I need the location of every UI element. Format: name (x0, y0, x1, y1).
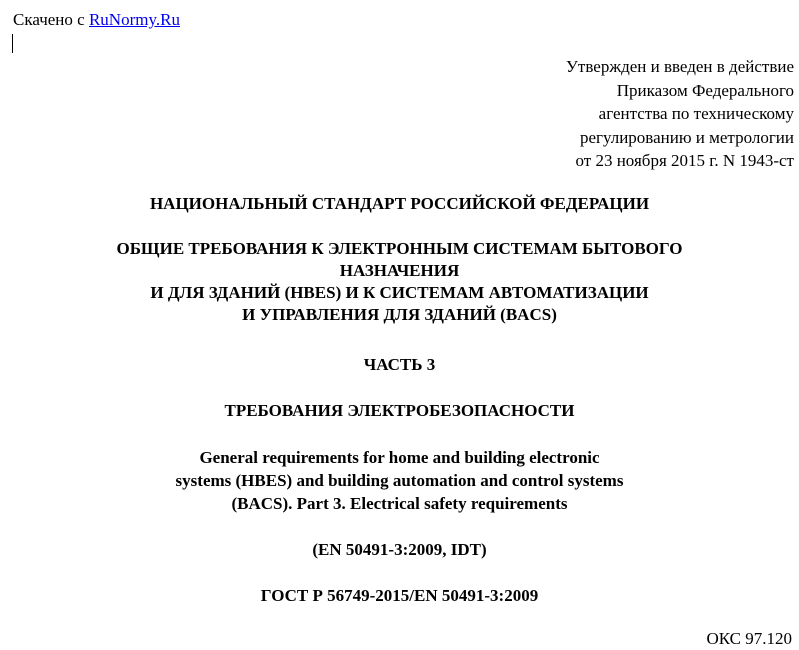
english-title-line: (BACS). Part 3. Electrical safety requirements (231, 494, 568, 513)
approval-line: агентства по техническому (598, 104, 794, 123)
oks-code: ОКС 97.120 (706, 629, 792, 648)
document-title (0, 238, 799, 326)
source-prefix: Скачено с (13, 10, 89, 29)
title-line: И УПРАВЛЕНИЯ ДЛЯ ЗДАНИЙ (BACS) (242, 305, 557, 324)
source-link[interactable]: RuNormy.Ru (88, 10, 180, 29)
approval-block (566, 55, 794, 173)
text-cursor (12, 34, 13, 53)
national-standard-heading (0, 193, 799, 215)
subtitle-heading (0, 400, 799, 422)
title-line: НАЗНАЧЕНИЯ (339, 261, 460, 280)
title-line: И ДЛЯ ЗДАНИЙ (HBES) И К СИСТЕМАМ АВТОМАТИЗАЦИИ (150, 283, 649, 302)
gost-text: ГОСТ Р 56749-2015/EN 50491-3:2009 (260, 586, 539, 605)
english-title-line: systems (HBES) and building automation and control systems (175, 471, 624, 490)
approval-line: Приказом Федерального (616, 80, 794, 100)
identical-text: (EN 50491-3:2009, IDT) (312, 540, 487, 559)
identical-standard (0, 539, 799, 561)
source-line (13, 9, 180, 31)
gost-designation (0, 585, 799, 607)
approval-line: от 23 ноября 2015 г. N 1943-ст (575, 151, 794, 170)
part-heading (0, 354, 799, 376)
subtitle-text: ТРЕБОВАНИЯ ЭЛЕКТРОБЕЗОПАСНОСТИ (224, 401, 575, 420)
approval-line: Утвержден и введен в действие (565, 57, 794, 76)
part-text: ЧАСТЬ 3 (363, 355, 436, 374)
english-title-line: General requirements for home and building electronic (199, 448, 600, 467)
title-line: ОБЩИЕ ТРЕБОВАНИЯ К ЭЛЕКТРОННЫМ СИСТЕМАМ БЫТОВОГО (116, 239, 683, 258)
english-title (0, 446, 799, 515)
approval-line: регулированию и метрологии (579, 127, 794, 147)
national-standard-text: НАЦИОНАЛЬНЫЙ СТАНДАРТ РОССИЙСКОЙ ФЕДЕРАЦИИ (149, 194, 650, 213)
